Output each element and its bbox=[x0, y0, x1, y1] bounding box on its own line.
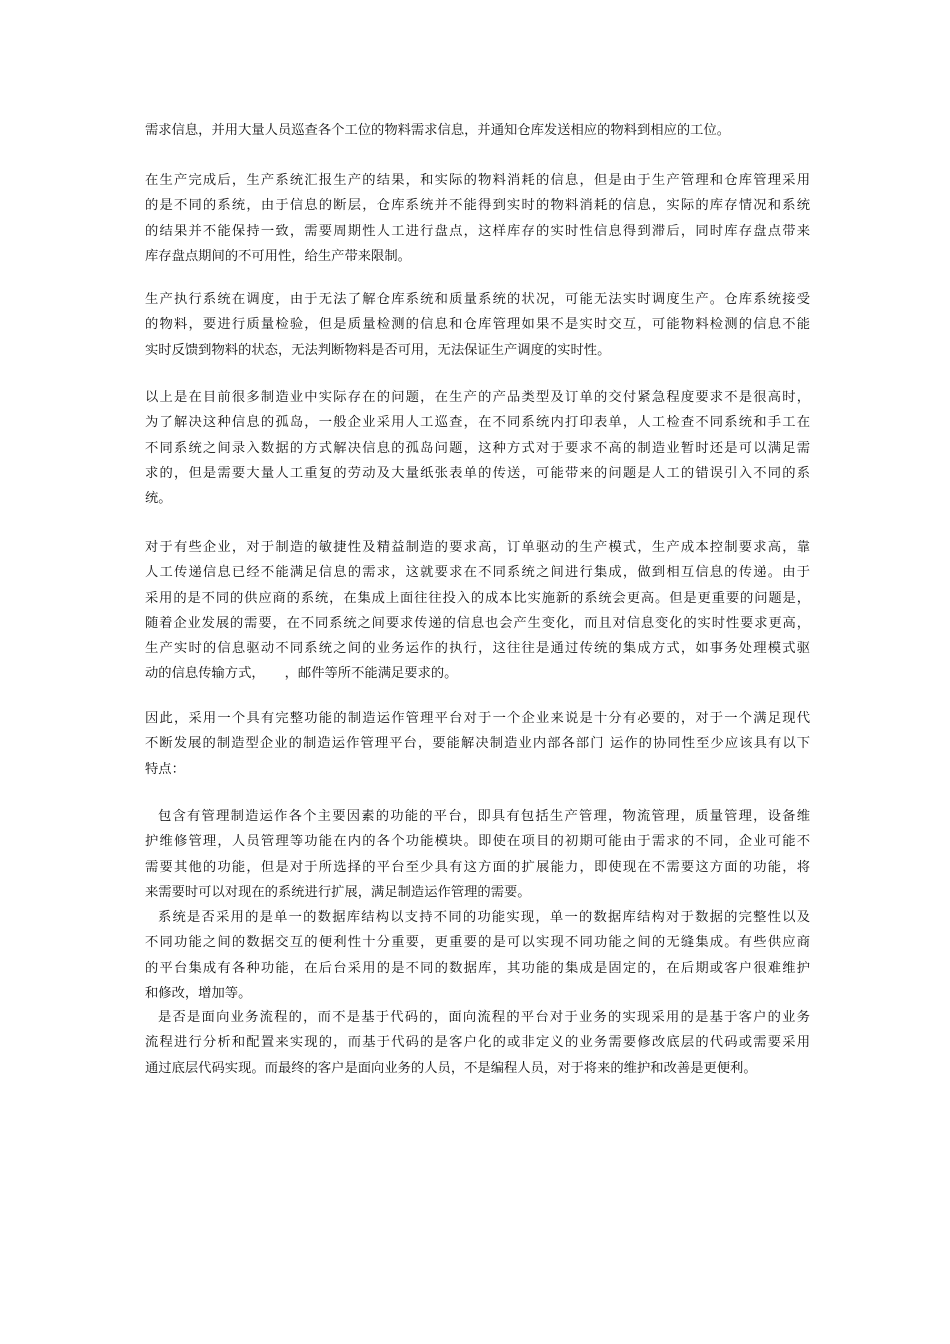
paragraph bbox=[145, 118, 810, 143]
paragraph-line: 因此，采用一个具有完整功能的制造运作管理平台对于一个企业来说是十分有必要的，对于一个满足现代 bbox=[145, 711, 810, 726]
paragraph-line: 的物料，要进行质量检验，但是质量检测的信息和仓库管理如果不是实时交互，可能物料检测的信息不能 bbox=[145, 317, 810, 333]
paragraph-line: 通过底层代码实现。而最终的客户是面向业务的人员，不是编程人员，对于将来的维护和改善是更便利。 bbox=[145, 1060, 757, 1076]
paragraph-line: 以上是在目前很多制造业中实际存在的问题，在生产的产品类型及订单的交付紧急程度要求不是很高时， bbox=[145, 390, 810, 405]
paragraph-line: 包含有管理制造运作各个主要因素的功能的平台，即具有包括生产管理，物流管理，质量管理，设备维 bbox=[158, 809, 810, 824]
paragraph-line: 特点： bbox=[145, 761, 185, 777]
paragraph bbox=[145, 1005, 810, 1081]
paragraph-line: 的结果并不能保持一致，需要周期性人工进行盘点，这样库存的实时性信息得到滞后，同时库存盘点带来 bbox=[145, 223, 810, 239]
paragraph-line: 的是不同的系统，由于信息的断层，仓库系统并不能得到实时的物料消耗的信息，实际的库存情况和系统 bbox=[145, 198, 810, 214]
paragraph-line: 不同系统之间录入数据的方式解决信息的孤岛问题，这种方式对于要求不高的制造业暂时还是可以满足需 bbox=[145, 440, 810, 456]
paragraph-line: 统。 bbox=[145, 491, 172, 507]
paragraph-line: 不断发展的制造型企业的制造运作管理平台，要能解决制造业内部各部门 运作的协同性至少应该具有以下 bbox=[145, 736, 810, 752]
paragraph bbox=[145, 287, 810, 363]
paragraph bbox=[145, 535, 810, 687]
paragraph-line: 的平台集成有各种功能，在后台采用的是不同的数据库，其功能的集成是固定的，在后期或客户很难维护 bbox=[145, 960, 810, 976]
paragraph-line: 是否是面向业务流程的，而不是基于代码的，面向流程的平台对于业务的实现采用的是基于客户的业务 bbox=[158, 1010, 810, 1025]
paragraph-line: 为了解决这种信息的孤岛，一般企业采用人工巡查，在不同系统内打印表单，人工检查不同系统和手工在 bbox=[145, 415, 810, 431]
paragraph-line: 在生产完成后，生产系统汇报生产的结果，和实际的物料消耗的信息，但是由于生产管理和仓库管理采用 bbox=[145, 173, 810, 188]
paragraph-line: 人工传递信息已经不能满足信息的需求，这就要求在不同系统之间进行集成，做到相互信息的传递。由于 bbox=[145, 565, 810, 581]
paragraph bbox=[145, 804, 810, 905]
paragraph bbox=[145, 706, 810, 782]
paragraph-line: 求的，但是需要大量人工重复的劳动及大量纸张表单的传送，可能带来的问题是人工的错误引入不同的系 bbox=[145, 465, 810, 481]
paragraph-line: 库存盘点期间的不可用性，给生产带来限制。 bbox=[145, 248, 411, 264]
paragraph-line: 需求信息，并用大量人员巡查各个工位的物料需求信息，并通知仓库发送相应的物料到相应的工位。 bbox=[145, 123, 731, 138]
paragraph-line: 来需要时可以对现在的系统进行扩展，满足制造运作管理的需要。 bbox=[145, 884, 531, 900]
paragraph-line: 和修改，增加等。 bbox=[145, 985, 252, 1001]
paragraph bbox=[145, 385, 810, 511]
paragraph-line: 护维修管理，人员管理等功能在内的各个功能模块。即使在项目的初期可能由于需求的不同，企业可能不 bbox=[145, 834, 810, 850]
paragraph bbox=[145, 905, 810, 1006]
paragraph-line: 实时反馈到物料的状态，无法判断物料是否可用，无法保证生产调度的实时性。 bbox=[145, 342, 611, 358]
paragraph-line: 生产执行系统在调度，由于无法了解仓库系统和质量系统的状况，可能无法实时调度生产。仓库系统接受 bbox=[145, 292, 810, 307]
paragraph-line: 不同功能之间的数据交互的便利性十分重要，更重要的是可以实现不同功能之间的无缝集成。有些供应商 bbox=[145, 935, 810, 951]
paragraph bbox=[145, 168, 810, 269]
paragraph-line: 系统是否采用的是单一的数据库结构以支持不同的功能实现，单一的数据库结构对于数据的完整性以及 bbox=[158, 910, 810, 925]
paragraph-line: 采用的是不同的供应商的系统，在集成上面往往投入的成本比实施新的系统会更高。但是更重要的问题是， bbox=[145, 590, 810, 606]
paragraph-line: 对于有些企业，对于制造的敏捷性及精益制造的要求高，订单驱动的生产模式，生产成本控制要求高，靠 bbox=[145, 540, 810, 555]
paragraph-line: 生产实时的信息驱动不同系统之间的业务运作的执行，这往往是通过传统的集成方式，如事务处理模式驱 bbox=[145, 641, 810, 657]
paragraph-line: 随着企业发展的需要，在不同系统之间要求传递的信息也会产生变化，而且对信息变化的实时性要求更高， bbox=[145, 615, 810, 631]
paragraph-line: 动的信息传输方式， ，邮件等所不能满足要求的。 bbox=[145, 666, 458, 682]
paragraph-line: 流程进行分析和配置来实现的，而基于代码的是客户化的或非定义的业务需要修改底层的代码或需要采用 bbox=[145, 1035, 810, 1051]
paragraph-line: 需要其他的功能，但是对于所选择的平台至少具有这方面的扩展能力，即使现在不需要这方面的功能，将 bbox=[145, 859, 810, 875]
